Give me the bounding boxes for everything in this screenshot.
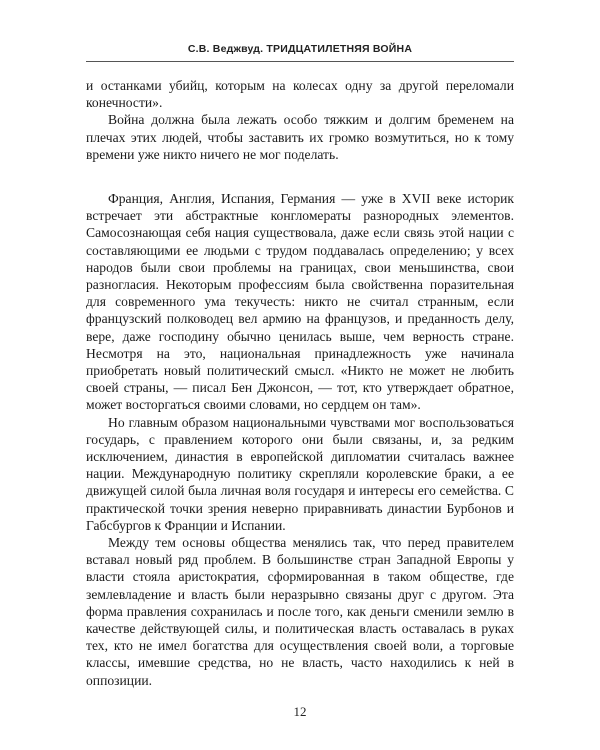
text-block-main: [86, 190, 514, 689]
paragraph-national: Но главным образом национальными чувствами мог воспользоваться государь, с правлением которого они были связаны, и, за редким исключением, династия в европейской дипломатии считалась важнее нации. Международную политику скрепляли королевские браки, а ее движущей силой была личная воля государя и интересы его семейства. С практической точки зрения неверно приравнивать династии Бурбонов и Габсбургов к Франции и Испании.: [86, 414, 514, 533]
paragraph-society: Между тем основы общества менялись так, что перед правителем вставал новый ряд проблем. В большинстве стран Западной Европы у власти стояла аристократия, сформированная в таком обществе, где землевладение и власть были неразрывно связаны друг с другом. Эта форма правления сохранилась и после того, как деньги сменили землю в качестве действующей силы, и политическая власть оставалась в руках тех, кто не имел богатства для осуществления своей воли, а торговые классы, имевшие средства, но не власть, часто находились к ней в оппозиции.: [86, 535, 514, 688]
header-rule: [86, 61, 514, 62]
paragraph-continuation: и останками убийц, которым на колесах одну за другой переломали конечности».: [86, 78, 514, 111]
paragraph-war: Война должна была лежать особо тяжким и долгим бременем на плечах этих людей, чтобы заставить их громко возмутиться, но к тому времени уже никто ничего не мог поделать.: [86, 112, 514, 162]
paragraph-france: Франция, Англия, Испания, Германия — уже в XVII веке историк встречает эти абстрактные конгломераты разнородных элементов. Самосознающая себя нация существовала, даже если связь этой нации с составляющими ее людьми с трудом поддавалась определению; у всех народов были свои проблемы на границах, свои меньшинства, свои разногласия. Некоторым профессиям была свойственна поразительная для современного ума текучесть: никто не считал странным, если французский полководец вел армию на французов, и преданность делу, вере, даже господину обычно ценилась выше, чем верность стране. Несмотря на это, национальная принадлежность уже начинала приобретать новый политический смысл. «Никто не может не любить своей страны, — писал Бен Джонсон, — тот, кто утверждает обратное, может восторгаться своими словами, но сердцем он там».: [86, 191, 514, 413]
text-block-top: [86, 77, 514, 163]
page-number: 12: [293, 704, 307, 719]
running-header: С.В. Веджвуд. ТРИДЦАТИЛЕТНЯЯ ВОЙНА: [187, 43, 413, 55]
